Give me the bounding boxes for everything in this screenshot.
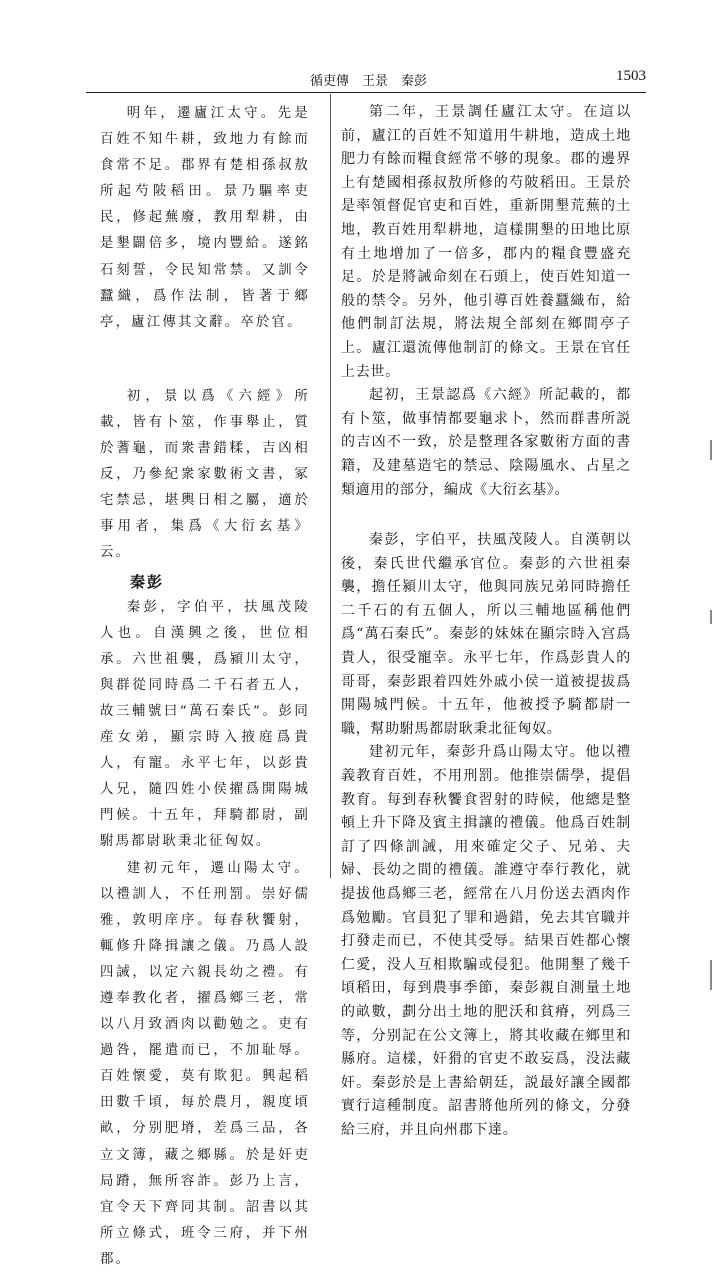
running-header — [86, 64, 646, 90]
classical-paragraph-wang-jing-lujiang: 明年，遷廬江太守。先是百姓不知牛耕，致地力有餘而食常不足。郡界有楚相孫叔敖所起芍陂稻田。景乃驅率吏民，修起蕪廢，教用犁耕，由是墾闢倍多，境内豐給。遂銘石刻誓，令民知常禁。又訓令蠶織，爲作法制，皆著于鄉亭，廬江傳其文辭。卒於官。 — [100, 106, 310, 330]
section-heading-qin-peng: 秦彭 — [130, 572, 165, 591]
classical-text-column — [100, 101, 310, 1273]
header-title: 循吏傳 王景 秦彭 — [310, 74, 428, 89]
scan-edge-mark — [710, 440, 712, 460]
scan-edge-mark — [710, 610, 712, 624]
translation-paragraph-qin-peng-family: 秦彭，字伯平，扶風茂陵人。自漢朝以後，秦氏世代繼承官位。秦彭的六世祖秦襲，擔任潁川太守，他與同族兄弟同時擔任二千石的有五個人，所以三輔地區稱他們爲“萬石秦氏”。秦彭的妹妹在顯宗時入宫爲貴人，很受寵幸。永平七年，作爲彭貴人的哥哥，秦彭跟着四姓外戚小侯一道被提拔爲開陽城門候。十五年，他被授予騎都尉一職，幫助駙馬都尉耿秉北征匈奴。 — [341, 532, 631, 737]
classical-paragraph-qin-peng-family: 秦彭，字伯平，扶風茂陵人也。自漢興之後，世位相承。六世祖襲，爲潁川太守，與群從同時爲二千石者五人，故三輔號曰“萬石秦氏”。彭同産女弟，顯宗時入掖庭爲貴人，有寵。永平七年，以彭貴人兄，隨四姓小侯擢爲開陽城門候。十五年，拜騎都尉，副駙馬都尉耿秉北征匈奴。 — [100, 599, 310, 850]
classical-paragraph-qin-peng-shanyang: 建初元年，遷山陽太守。以禮訓人，不任刑罰。崇好儒雅，敦明庠序。每春秋饗射，輒修升降揖讓之儀。乃爲人設四誡，以定六親長幼之禮。有遵奉教化者，擢爲鄉三老，常以八月致酒肉以勸勉之。吏有過咎，罷遣而已，不加耻辱。百姓懷愛，莫有欺犯。興起稻田數千頃，每於農月，親度頃畝，分别肥塉，差爲三品，各立文簿，藏之鄉縣。於是奸吏局蹐，無所容詐。彭乃上言，宜令天下齊同其制。詔書以其所立條式，班令三府，并下州郡。 — [100, 860, 310, 1267]
scan-edge-mark — [710, 960, 712, 990]
column-divider — [330, 94, 331, 878]
translation-paragraph-wang-jing-lujiang: 第二年，王景調任廬江太守。在這以前，廬江的百姓不知道用牛耕地，造成土地肥力有餘而糧食經常不够的現象。郡的邊界上有楚國相孫叔敖所修的芍陂稻田。王景於是率領督促官吏和百姓，重新開墾荒蕪的土地，教百姓用犁耕地，這樣開墾的田地比原有土地增加了一倍多，郡内的糧食豐盛充足。於是將誡命刻在石頭上，使百姓知道一般的禁令。另外，他引導百姓養蠶織布，給他們制訂法規，將法規全部刻在鄉間亭子上。廬江還流傳他制訂的條文。王景在官任上去世。 — [341, 104, 631, 380]
classical-paragraph-da-yan-xuan-ji: 初，景以爲《六經》所載，皆有卜筮，作事舉止，質於蓍龜，而衆書錯糅，吉凶相反，乃參紀衆家數術文書，冢宅禁忌，堪輿日相之屬，適於事用者，集爲《大衍玄基》云。 — [100, 388, 310, 561]
translation-paragraph-da-yan-xuan-ji: 起初，王景認爲《六經》所記載的，都有卜筮，做事情都要龜求卜，然而群書所説的吉凶不一致，於是整理各家數術方面的書籍，及建墓造宅的禁忌、陰陽風水、占星之類適用的部分，編成《大衍玄基》。 — [341, 387, 631, 498]
modern-translation-column — [341, 101, 631, 1143]
page-number: 1503 — [616, 68, 646, 84]
translation-paragraph-qin-peng-shanyang: 建初元年，秦彭升爲山陽太守。他以禮義教育百姓，不用刑罰。他推崇儒學，提倡教育。每到春秋饗食習射的時候，他總是整頓上升下降及賓主揖讓的禮儀。他爲百姓制訂了四條訓誡，用來確定父子、兄弟、夫婦、長幼之間的禮儀。誰遵守奉行教化，就提拔他爲鄉三老，經常在八月份送去酒肉作爲勉勵。官員犯了罪和過錯，免去其官職并打發走而已，不使其受辱。結果百姓都心懷仁愛，没人互相欺騙或侵犯。他開墾了幾千頃稻田，每到農事季節，秦彭親自測量土地的畝數，劃分出土地的肥沃和貧瘠，列爲三等，分别記在公文簿上，將其收藏在鄉里和縣府。這樣，奸猾的官吏不敢妄爲，没法藏奸。秦彭於是上書給朝廷，説最好讓全國都實行這種制度。詔書將他所列的條文，分發給三府，并且向州郡下達。 — [341, 744, 631, 1138]
header-rule — [86, 92, 646, 93]
